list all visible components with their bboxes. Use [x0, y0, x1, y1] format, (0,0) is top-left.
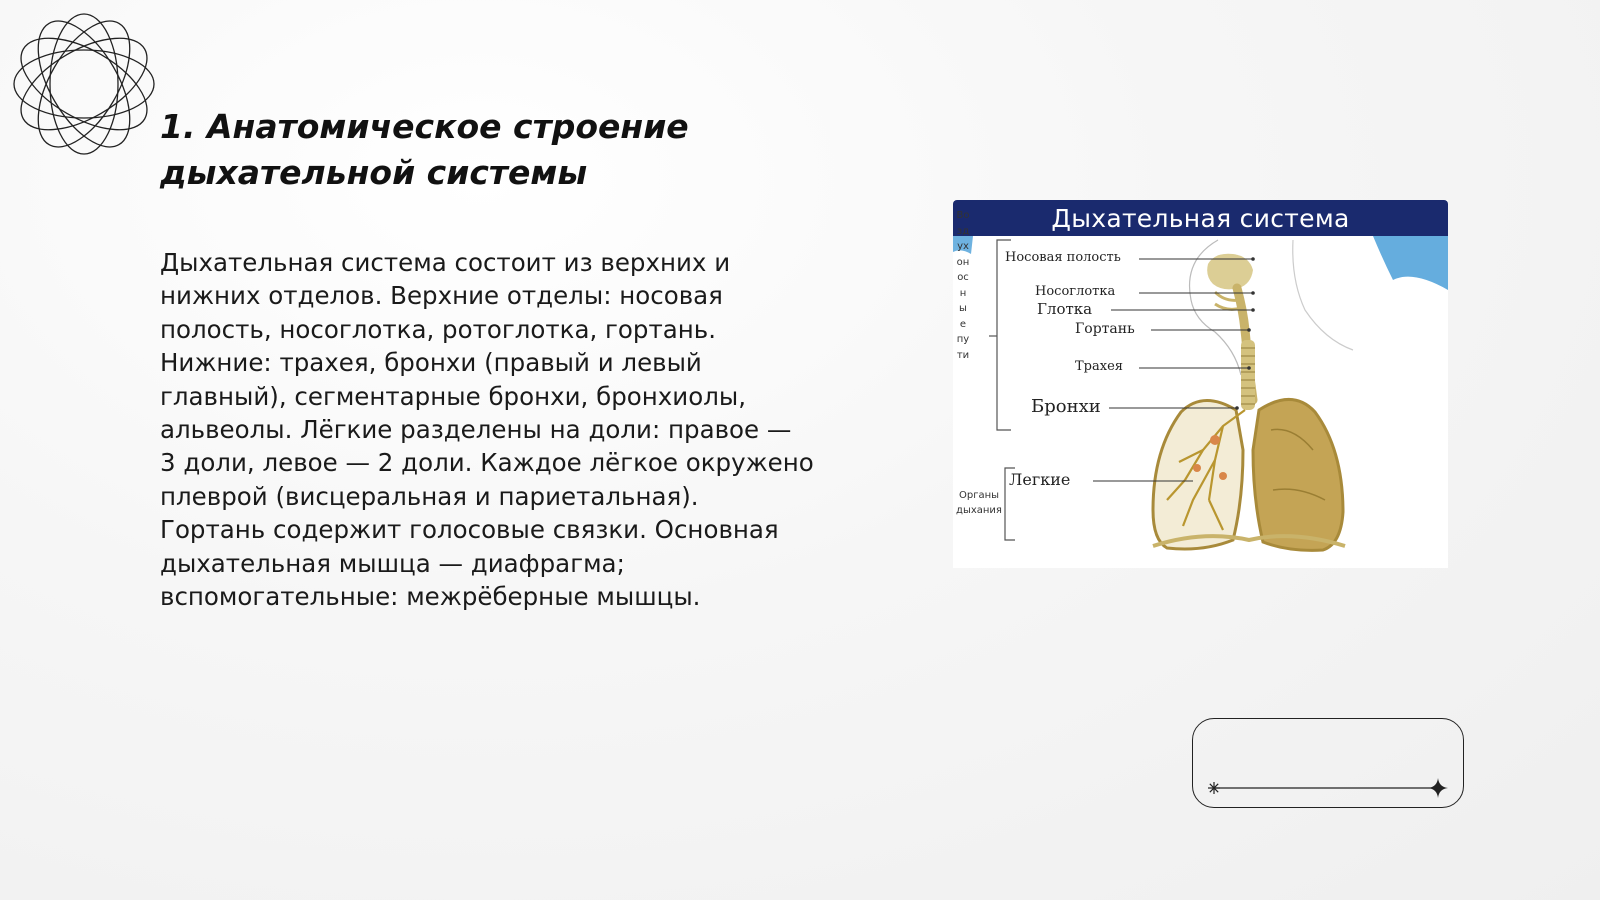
- airways-vertical-label: Воздухоносные пути: [956, 210, 970, 361]
- body-line: Гортань содержит голосовые связки. Основная: [160, 515, 779, 545]
- label-nasopharynx: Носоглотка: [1035, 284, 1116, 299]
- label-trachea: Трахея: [1075, 359, 1123, 374]
- slide-title: [160, 104, 860, 196]
- body-line: вспомогательные: межрёберные мышцы.: [160, 582, 701, 612]
- body-line: полость, носоглотка, ротоглотка, гортань.: [160, 314, 716, 344]
- label-nasal-cavity: Носовая полость: [1005, 250, 1121, 265]
- label-pharynx: Глотка: [1037, 300, 1093, 318]
- body-line: Дыхательная система состоит из верхних и: [160, 248, 731, 277]
- body-line: нижних отделов. Верхние отделы: носовая: [160, 281, 723, 311]
- body-line: 3 доли, левое — 2 доли. Каждое лёгкое окружено: [160, 448, 814, 478]
- body-line: главный), сегментарные бронхи, бронхиолы,: [160, 381, 746, 411]
- decorative-timeline-widget: [1192, 718, 1464, 808]
- body-paragraph: [160, 246, 860, 613]
- concentric-ellipses-logo-icon: [10, 10, 158, 158]
- respiratory-system-figure: [953, 200, 1448, 568]
- body-line: дыхательная мышца — диафрагма;: [160, 548, 625, 578]
- label-lungs: Легкие: [1009, 470, 1071, 489]
- figure-title: Дыхательная система: [1051, 204, 1350, 233]
- label-bronchi: Бронхи: [1031, 396, 1101, 417]
- body-line: плеврой (висцеральная и париетальная).: [160, 481, 699, 511]
- slide-title-line: 1. Анатомическое строение: [160, 107, 689, 146]
- organs-label: Органы дыхания: [956, 490, 1002, 516]
- label-larynx: Гортань: [1075, 321, 1135, 337]
- body-line: альвеолы. Лёгкие разделены на доли: правое —: [160, 415, 792, 445]
- star-icon: [1208, 782, 1220, 794]
- sparkle-icon: [1428, 778, 1448, 798]
- timeline-line: [1192, 718, 1464, 808]
- slide-title-line: дыхательной системы: [160, 153, 588, 192]
- body-line: Нижние: трахея, бронхи (правый и левый: [160, 348, 702, 378]
